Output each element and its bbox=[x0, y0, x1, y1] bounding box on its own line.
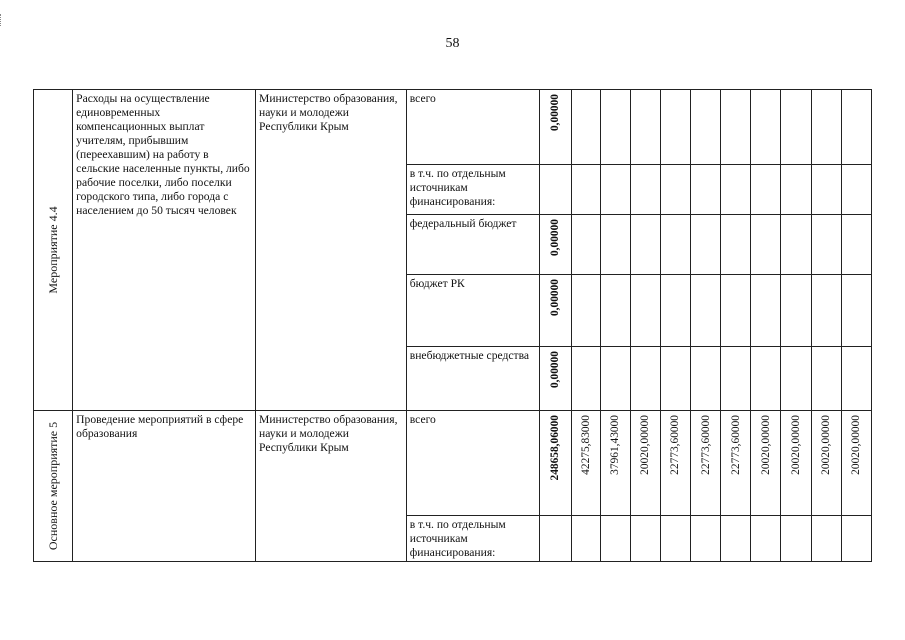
executor-name: Министерство образования, науки и молодежи Республики Крым bbox=[259, 413, 398, 454]
year-value-cell bbox=[721, 275, 751, 347]
year-value: 22773,60000 bbox=[699, 415, 712, 475]
year-value-cell bbox=[571, 165, 600, 215]
total-cell bbox=[540, 347, 571, 411]
funding-source: в т.ч. по отдельным источникам финансирования: bbox=[409, 167, 506, 208]
year-value-cell bbox=[600, 347, 630, 411]
total-cell bbox=[540, 275, 571, 347]
total-value: 0,00000 bbox=[549, 279, 562, 317]
year-value: 42275,83000 bbox=[579, 415, 592, 475]
activity-label-cell bbox=[34, 411, 73, 562]
total-cell bbox=[540, 215, 571, 275]
funding-source: внебюджетные средства bbox=[409, 349, 530, 362]
activity-label: Основное мероприятие 5 bbox=[46, 421, 61, 551]
year-value: 20020,00000 bbox=[790, 415, 803, 475]
year-value-cell bbox=[691, 275, 721, 347]
year-value-cell bbox=[781, 516, 811, 562]
page-edge-mark bbox=[0, 14, 4, 26]
year-value: 22773,60000 bbox=[729, 415, 742, 475]
year-value-cell bbox=[571, 275, 600, 347]
year-value-cell bbox=[660, 347, 690, 411]
year-value-cell bbox=[721, 347, 751, 411]
executor-cell bbox=[256, 411, 407, 562]
funding-source: федеральный бюджет bbox=[409, 217, 517, 230]
year-value-cell bbox=[811, 215, 841, 275]
year-value-cell bbox=[751, 275, 781, 347]
year-value-cell bbox=[571, 90, 600, 165]
year-value-cell bbox=[751, 215, 781, 275]
year-value: 20020,00000 bbox=[850, 415, 863, 475]
funding-source: всего bbox=[409, 413, 436, 426]
year-value: 20020,00000 bbox=[820, 415, 833, 475]
year-value-cell bbox=[721, 90, 751, 165]
table-row bbox=[34, 90, 872, 165]
year-value: 37961,43000 bbox=[609, 415, 622, 475]
year-value-cell bbox=[600, 411, 630, 516]
activity-name-cell bbox=[73, 90, 256, 411]
funding-source: бюджет РК bbox=[409, 277, 465, 290]
year-value-cell bbox=[600, 275, 630, 347]
year-value-cell bbox=[781, 165, 811, 215]
year-value-cell bbox=[721, 411, 751, 516]
year-value-cell bbox=[691, 165, 721, 215]
total-cell bbox=[540, 165, 571, 215]
year-value-cell bbox=[811, 347, 841, 411]
year-value-cell bbox=[571, 516, 600, 562]
year-value: 20020,00000 bbox=[759, 415, 772, 475]
year-value-cell bbox=[841, 347, 871, 411]
year-value: 22773,60000 bbox=[669, 415, 682, 475]
total-cell bbox=[540, 516, 571, 562]
year-value-cell bbox=[811, 165, 841, 215]
year-value-cell bbox=[781, 347, 811, 411]
year-value-cell bbox=[660, 165, 690, 215]
total-value: 0,00000 bbox=[549, 219, 562, 257]
year-value-cell bbox=[660, 275, 690, 347]
funding-source-cell bbox=[406, 516, 540, 562]
year-value-cell bbox=[691, 516, 721, 562]
year-value-cell bbox=[630, 411, 660, 516]
year-value-cell bbox=[781, 90, 811, 165]
year-value-cell bbox=[841, 275, 871, 347]
funding-table bbox=[33, 89, 872, 562]
year-value-cell bbox=[571, 411, 600, 516]
year-value-cell bbox=[751, 347, 781, 411]
year-value-cell bbox=[571, 347, 600, 411]
year-value-cell bbox=[660, 411, 690, 516]
year-value-cell bbox=[811, 90, 841, 165]
year-value-cell bbox=[751, 516, 781, 562]
year-value: 20020,00000 bbox=[639, 415, 652, 475]
year-value-cell bbox=[841, 165, 871, 215]
year-value-cell bbox=[751, 90, 781, 165]
year-value-cell bbox=[660, 90, 690, 165]
year-value-cell bbox=[841, 516, 871, 562]
total-value: 0,00000 bbox=[549, 351, 562, 389]
funding-source-cell bbox=[406, 411, 540, 516]
year-value-cell bbox=[841, 90, 871, 165]
year-value-cell bbox=[751, 411, 781, 516]
year-value-cell bbox=[660, 516, 690, 562]
year-value-cell bbox=[841, 215, 871, 275]
year-value-cell bbox=[600, 165, 630, 215]
year-value-cell bbox=[691, 90, 721, 165]
year-value-cell bbox=[691, 411, 721, 516]
year-value-cell bbox=[630, 516, 660, 562]
funding-source-cell bbox=[406, 275, 540, 347]
table-row bbox=[34, 411, 872, 516]
year-value-cell bbox=[781, 411, 811, 516]
year-value-cell bbox=[600, 215, 630, 275]
year-value-cell bbox=[781, 275, 811, 347]
funding-source-cell bbox=[406, 215, 540, 275]
year-value-cell bbox=[721, 165, 751, 215]
total-cell bbox=[540, 411, 571, 516]
year-value-cell bbox=[721, 215, 751, 275]
total-value: 248658,06000 bbox=[549, 415, 562, 481]
year-value-cell bbox=[841, 411, 871, 516]
year-value-cell bbox=[600, 90, 630, 165]
year-value-cell bbox=[811, 516, 841, 562]
funding-source: всего bbox=[409, 92, 436, 105]
funding-source: в т.ч. по отдельным источникам финансирования: bbox=[409, 518, 506, 559]
year-value-cell bbox=[781, 215, 811, 275]
year-value-cell bbox=[811, 411, 841, 516]
activity-name-cell bbox=[73, 411, 256, 562]
activity-label-cell bbox=[34, 90, 73, 411]
total-value: 0,00000 bbox=[549, 94, 562, 132]
page-number: 58 bbox=[445, 36, 460, 51]
year-value-cell bbox=[630, 90, 660, 165]
funding-source-cell bbox=[406, 165, 540, 215]
executor-cell bbox=[256, 90, 407, 411]
total-cell bbox=[540, 90, 571, 165]
funding-source-cell bbox=[406, 347, 540, 411]
year-value-cell bbox=[630, 215, 660, 275]
year-value-cell bbox=[600, 516, 630, 562]
year-value-cell bbox=[691, 347, 721, 411]
year-value-cell bbox=[751, 165, 781, 215]
year-value-cell bbox=[571, 215, 600, 275]
executor-name: Министерство образования, науки и молодежи Республики Крым bbox=[259, 92, 398, 133]
year-value-cell bbox=[630, 165, 660, 215]
year-value-cell bbox=[691, 215, 721, 275]
year-value-cell bbox=[630, 275, 660, 347]
activity-label: Мероприятие 4.4 bbox=[46, 206, 61, 294]
year-value-cell bbox=[721, 516, 751, 562]
activity-name: Проведение мероприятий в сфере образования bbox=[76, 413, 244, 440]
year-value-cell bbox=[811, 275, 841, 347]
activity-name: Расходы на осуществление единовременных компенсационных выплат учителям, прибывшим (переехавшим) на работу в сельские населенные пункты, либо рабочие поселки, либо поселки городского типа, либо города с населением до 50 тысяч человек bbox=[76, 92, 250, 217]
funding-source-cell bbox=[406, 90, 540, 165]
year-value-cell bbox=[660, 215, 690, 275]
year-value-cell bbox=[630, 347, 660, 411]
